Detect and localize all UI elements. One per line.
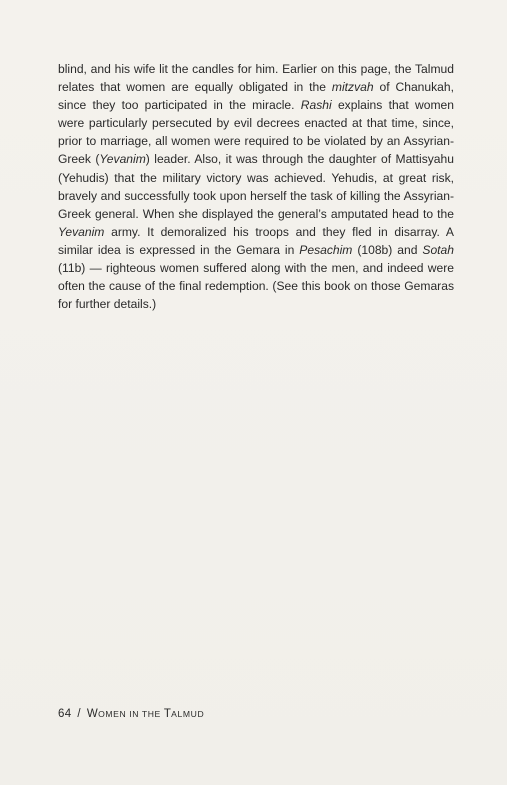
text-run: ) leader. Also, it was through the daughter of Mattisyahu (Yehudis) that the military victory was achieved. Yehudis, at great risk, bravely and successfully took upon herself the task of killing the Assyrian-Greek general. When she displayed the general’s amputated head to the <box>58 152 454 221</box>
italic-term-pesachim: Pesachim <box>299 242 353 257</box>
italic-term-sotah: Sotah <box>422 242 454 257</box>
italic-term-yevanim: Yevanim <box>99 152 146 167</box>
italic-term-rashi: Rashi <box>300 98 332 113</box>
book-title: WOMEN IN THE TALMUD <box>86 708 205 720</box>
text-run: explains that women were particularly persecuted by evil decrees enacted at that time, since, prior to marriage, all women were required to be violated by an Assyrian-Greek ( <box>58 98 454 167</box>
page-number: 64 <box>58 708 72 720</box>
page-footer <box>58 708 204 720</box>
italic-term-yevanim: Yevanim <box>58 224 105 239</box>
text-run: blind, and his wife lit the candles for him. Earlier on this page, the Talmud relates that women are equally obligated in the <box>58 62 454 95</box>
text-run: army. It demoralized his troops and they fled in disarray. A similar idea is expressed in the Gemara in <box>58 224 454 257</box>
text-run: (11b) — righteous women suffered along with the men, and indeed were often the cause of the final redemption. (See this book on those Gemaras for further details.) <box>58 261 454 312</box>
italic-term-mitzvah: mitzvah <box>331 80 374 95</box>
text-run: of Chanukah, since they too participated in the miracle. <box>58 80 454 113</box>
text-run: (108b) and <box>352 242 423 257</box>
body-paragraph <box>58 60 454 313</box>
footer-separator: / <box>77 708 81 720</box>
